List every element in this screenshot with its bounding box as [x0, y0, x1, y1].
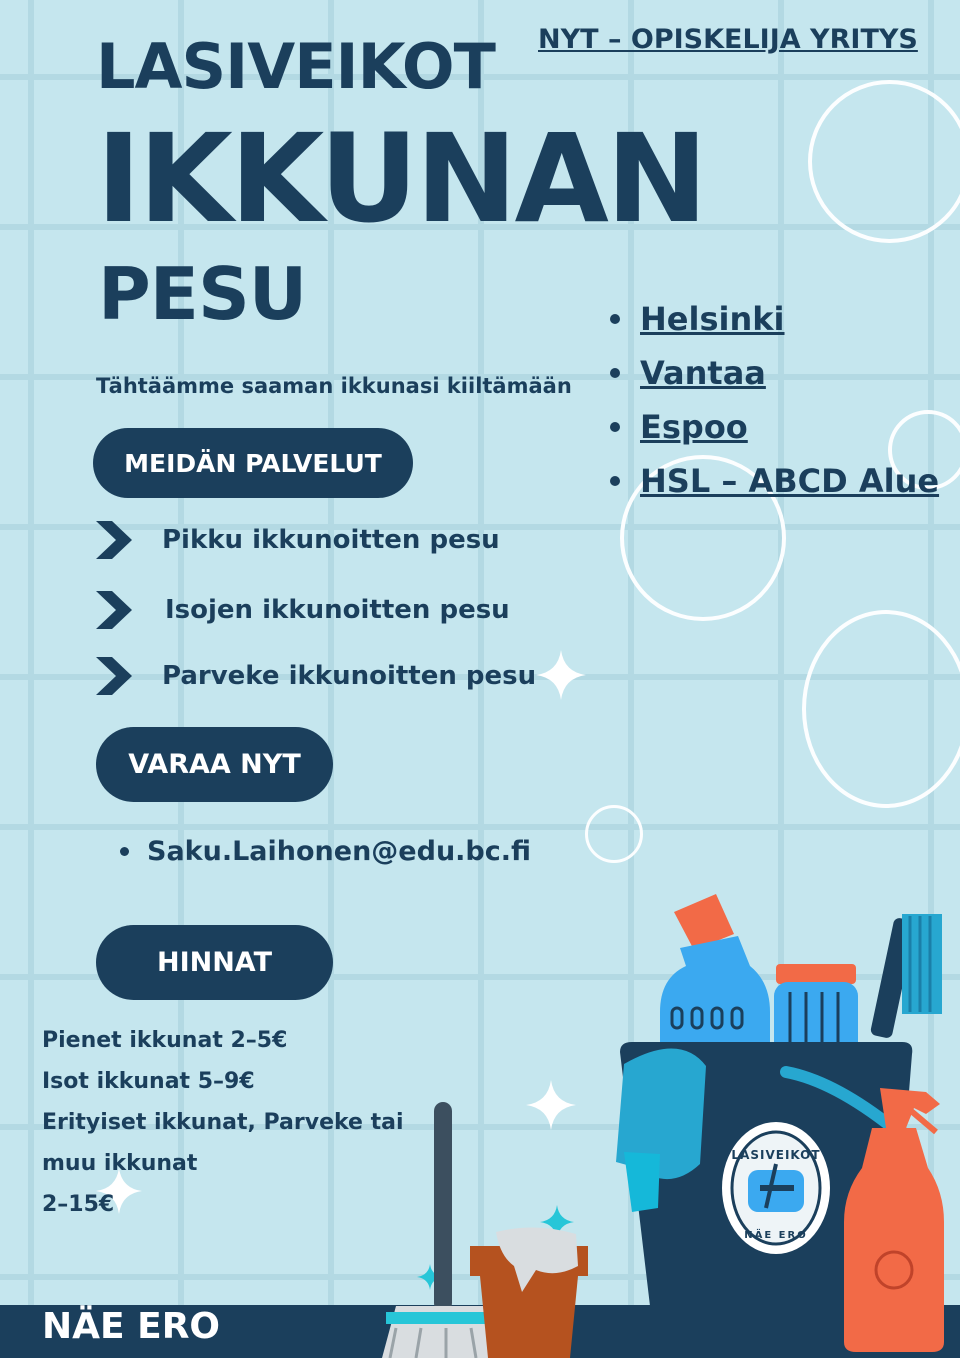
sparkle-icon — [536, 650, 586, 700]
logo-top-text: LASIVEIKOT — [731, 1148, 821, 1162]
service-label: Pikku ikkunoitten pesu — [162, 525, 500, 555]
services-heading: MEIDÄN PALVELUT — [93, 428, 413, 498]
chevron-right-icon — [92, 589, 134, 631]
footer-slogan: NÄE ERO — [42, 1306, 221, 1347]
bullet-icon — [610, 368, 620, 378]
city-item[interactable] — [610, 292, 939, 346]
city-link[interactable]: Espoo — [640, 408, 748, 446]
city-item[interactable] — [610, 454, 939, 508]
bullet-icon — [610, 476, 620, 486]
service-label: Parveke ikkunoitten pesu — [162, 661, 537, 691]
service-item — [92, 652, 536, 700]
city-link[interactable]: Vantaa — [640, 354, 766, 392]
startup-link[interactable]: NYT – OPISKELIJA YRITYS — [538, 24, 918, 55]
chevron-right-icon — [92, 519, 134, 561]
city-item[interactable] — [610, 400, 939, 454]
prices-heading: HINNAT — [96, 925, 333, 1000]
cleaning-supplies-icon — [610, 892, 960, 1358]
bullet-icon — [610, 422, 620, 432]
main-title: IKKUNAN — [96, 108, 706, 250]
service-label: Isojen ikkunoitten pesu — [165, 595, 510, 625]
logo-bottom-text: NÄE ERO — [744, 1230, 808, 1241]
tagline: Tähtäämme saaman ikkunasi kiiltämään — [96, 374, 572, 398]
bubble-decoration — [585, 805, 643, 863]
small-bucket-icon — [466, 1226, 596, 1358]
cities-list — [610, 292, 939, 508]
bubble-decoration — [802, 610, 960, 808]
email-link[interactable]: Saku.Laihonen@edu.bc.fi — [147, 836, 532, 867]
city-link[interactable]: Helsinki — [640, 300, 785, 338]
service-item — [92, 586, 510, 634]
price-line: Erityiset ikkunat, Parveke tai — [42, 1110, 404, 1135]
bullet-icon — [120, 847, 129, 856]
book-now-button[interactable]: VARAA NYT — [96, 727, 333, 802]
price-line: Pienet ikkunat 2–5€ — [42, 1028, 288, 1053]
price-line: Isot ikkunat 5–9€ — [42, 1069, 255, 1094]
city-link[interactable]: HSL – ABCD Alue — [640, 462, 940, 500]
sub-title: PESU — [98, 252, 307, 336]
service-item — [92, 516, 500, 564]
price-line: 2–15€ — [42, 1192, 115, 1217]
bubble-decoration — [808, 80, 960, 243]
price-line: muu ikkunat — [42, 1151, 198, 1176]
city-item[interactable] — [610, 346, 939, 400]
sparkle-icon — [526, 1080, 576, 1130]
chevron-right-icon — [92, 655, 134, 697]
brand-title: LASIVEIKOT — [96, 30, 495, 103]
email-contact[interactable] — [120, 836, 531, 867]
bullet-icon — [610, 314, 620, 324]
